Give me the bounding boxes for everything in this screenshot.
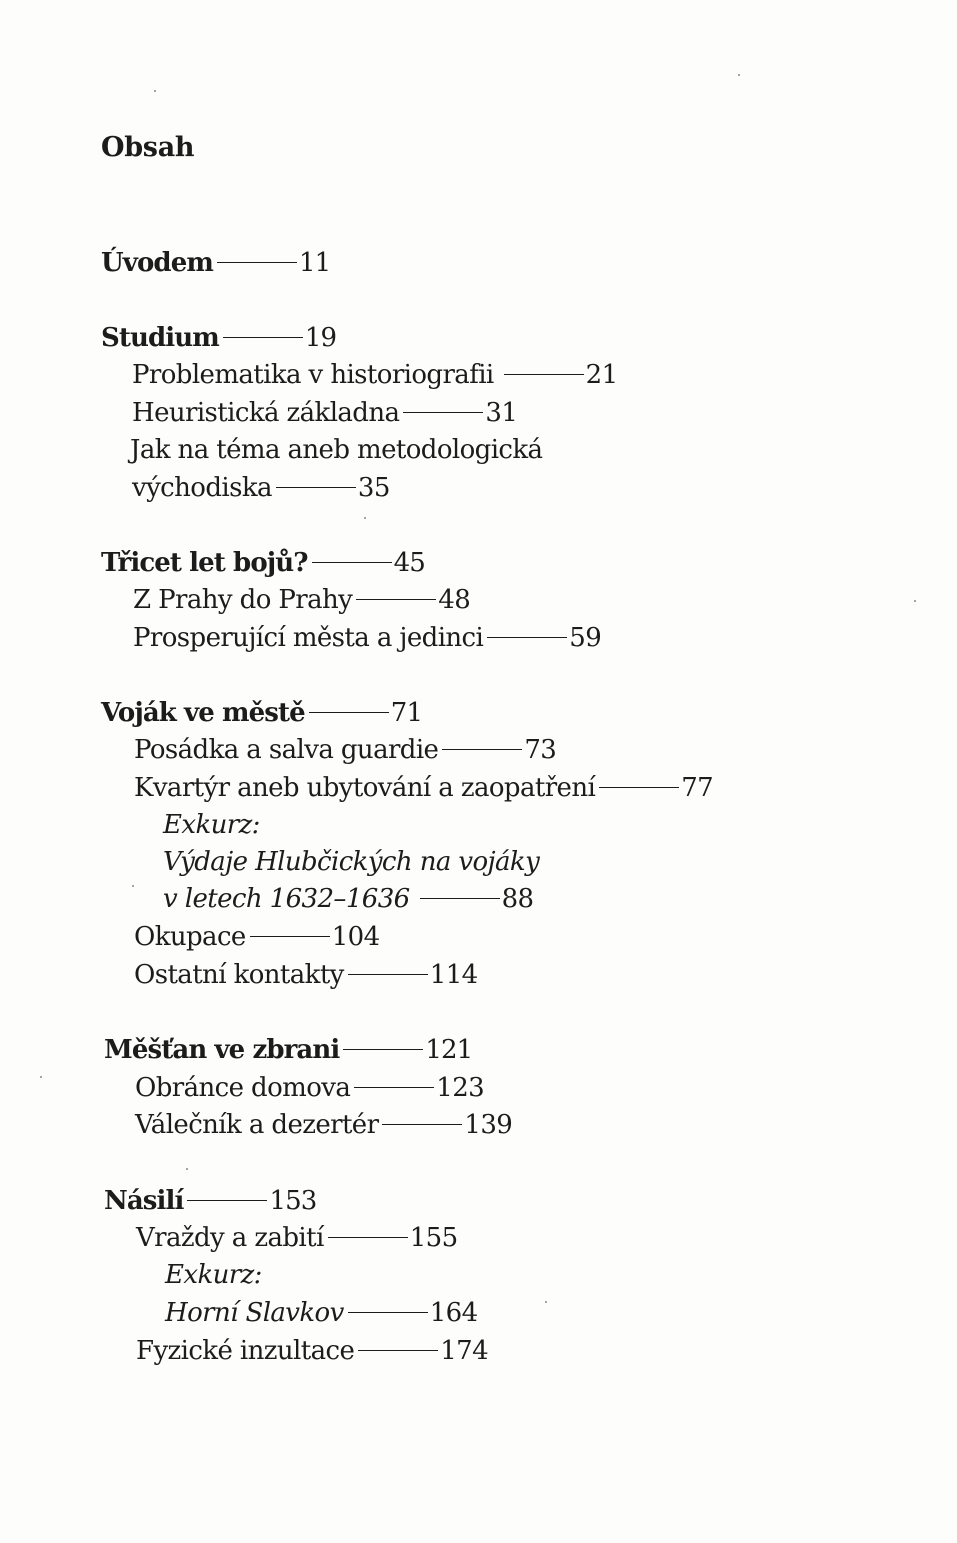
entry-title: Měšťan ve zbrani [104,1035,340,1065]
toc-entry [163,844,539,881]
leader-rule [348,1312,428,1313]
entry-title: Vraždy a zabití [136,1223,324,1253]
leader-rule [487,637,567,638]
scan-speck [914,600,916,602]
entry-title: Ostatní kontakty [134,960,344,990]
entry-title: Okupace [134,922,246,952]
entry-title: Násilí [104,1186,184,1216]
entry-title: východiska [132,473,272,503]
page-number: 155 [409,1223,458,1253]
leader-rule [356,599,436,600]
page-number: 123 [436,1073,485,1103]
toc-entry [136,1333,488,1370]
page-number: 48 [438,585,471,615]
toc-entry [134,919,380,956]
leader-rule [187,1200,267,1201]
leader-rule [276,487,356,488]
scan-speck [186,1168,188,1170]
toc-entry [101,695,422,732]
entry-title: v letech 1632–1636 [163,884,410,914]
entry-title: Obránce domova [135,1073,351,1103]
page-number: 31 [485,398,518,428]
leader-rule [382,1124,462,1125]
toc-entry [133,582,470,619]
leader-rule [420,898,500,899]
toc-entry [163,881,534,918]
leader-rule [358,1350,438,1351]
toc-entry [135,1107,512,1144]
scan-speck [545,1301,547,1303]
leader-rule [348,974,428,975]
page-number: 45 [393,548,425,578]
entry-title: Kvartýr aneb ubytování a zaopatření [134,773,596,803]
entry-title: Voják ve městě [101,698,305,728]
page-number: 71 [390,698,423,728]
toc-entry [101,545,425,582]
toc-entry [104,1032,472,1069]
page-number: 19 [304,323,337,353]
scan-speck [154,90,156,92]
toc-entry [136,1220,458,1257]
entry-title: Z Prahy do Prahy [133,585,353,615]
toc-entry [163,807,260,844]
entry-title: Prosperující města a jedinci [133,623,484,653]
leader-rule [217,262,297,263]
toc-entry [101,245,330,282]
page-number: 139 [464,1110,513,1140]
toc-entry [132,470,390,507]
toc-entry [135,1070,484,1107]
page-number: 153 [269,1186,317,1216]
scan-speck [364,517,366,519]
page-number: 114 [429,960,478,990]
scan-speck [40,1076,42,1078]
page-number: 11 [298,248,331,278]
leader-rule [504,374,584,375]
toc-entry [133,620,601,657]
leader-rule [250,936,330,937]
toc-entry [134,732,556,769]
leader-rule [599,787,679,788]
page-number: 121 [425,1035,473,1065]
page-title: Obsah [101,132,195,163]
page-number: 77 [681,773,714,803]
entry-title: Výdaje Hlubčických na vojáky [163,847,540,877]
scan-speck [132,885,134,887]
leader-rule [223,337,303,338]
leader-rule [354,1087,434,1088]
toc-entry [134,957,478,994]
leader-rule [328,1237,408,1238]
entry-title: Exkurz: [163,810,260,840]
entry-title: Posádka a salva guardie [134,735,439,765]
page-number: 88 [501,884,534,914]
entry-title: Studium [101,323,219,353]
page-number: 59 [569,623,602,653]
toc-entry [134,770,713,807]
leader-rule [343,1049,423,1050]
entry-title: Problematika v historiografii [132,360,494,390]
toc-entry [165,1257,262,1294]
entry-title: Úvodem [101,248,213,278]
leader-rule [442,749,522,750]
toc-entry [130,432,542,469]
entry-title: Heuristická základna [132,398,400,428]
leader-rule [312,562,392,563]
page-number: 73 [524,735,557,765]
toc-entry [165,1295,478,1332]
page-number: 174 [440,1336,489,1366]
leader-rule [309,712,389,713]
toc-entry [132,357,618,394]
entry-title: Válečník a dezertér [135,1110,379,1140]
scan-speck [738,74,740,76]
page-number: 164 [429,1298,478,1328]
page-number: 35 [357,473,390,503]
entry-title: Horní Slavkov [165,1298,344,1328]
page-number: 104 [331,922,380,952]
entry-title: Exkurz: [165,1260,262,1290]
entry-title: Třicet let bojů? [101,548,308,578]
toc-entry [104,1183,316,1220]
leader-rule [403,412,483,413]
toc-entry [101,320,336,357]
toc-entry [132,395,517,432]
entry-title: Fyzické inzultace [136,1336,355,1366]
page-number: 21 [585,360,618,390]
entry-title: Jak na téma aneb metodologická [130,435,543,465]
